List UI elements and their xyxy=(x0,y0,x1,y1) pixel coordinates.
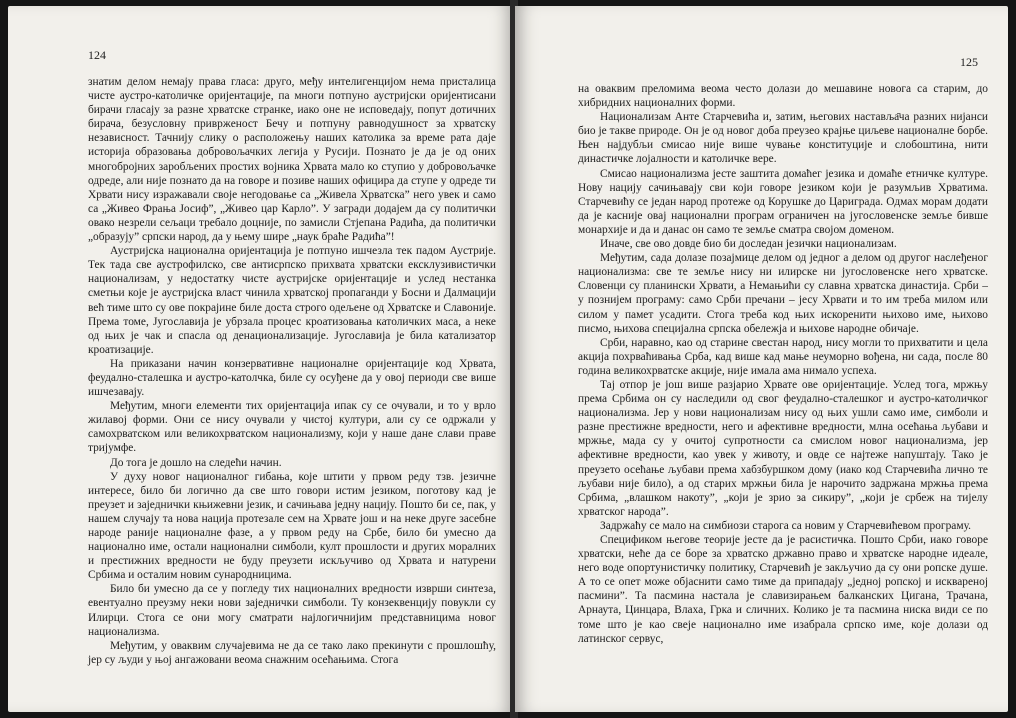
paragraph: Међутим, сада долазе позајмице делом од једног а делом од другог наслеђеног национализма: све те земље нису ни илирске ни југословенске него хрватске. Словенци су планински Хрвати, а Немањићи су славна хрватска династија. Срби – у познијем програму: само Срби пречани – јесу Хрвати и то им треба милом или силом у памет усадити. Стога треба код њих искоренити њихово име, њихово писмо, њихова специјална српска обележја и њихове народне обичаје. xyxy=(578,252,988,335)
paragraph: До тога је дошло на следећи начин. xyxy=(110,456,282,469)
paragraph: Задржаћу се мало на симбиози старога са новим у Старчевићевом програму. xyxy=(600,519,971,532)
paragraph: Међутим, у оваквим случајевима не да се тако лако прекинути с прошлошћу, јер су људи у њој ангажовани веома снажним осећањима. Стога xyxy=(88,639,496,666)
paragraph: на оваквим преломима веома често долази до мешавине новога са старим, до хибридних националних форми. xyxy=(578,83,988,110)
page-number: 125 xyxy=(960,55,978,69)
right-page xyxy=(515,6,1008,712)
paragraph: знатим делом немају права гласа: друго, међу интелигенцијом нема присталица чисте аустро-католичке оријентације, па многи потпуно аустријски оријентисани бирачи гласају за разне хрватске странке, иако оне не исповедају, попут дотичних бирача, безусловну привржeност Бечу и потпуну равнодушност за хрватску независност. Тачнију слику о расположењу наших католика за време рата даје историја образовања добровољачких легија у Русији. Познато је да је од оних многобројних заробљених простих војника Хрвата мало ко ступио у добровољачке одреде, али није познато да на говоре и позиве наших официра да ступе у одреде ти Хрвати нису изражавали своје негодовање са „Живела Хрватска” него увек и само са „Живео Фрања Јосиф”, „Живео цар Карло”. У загради додајем да су политички овако незрели сељаци требало доцније, по замисли Стјепана Радића, да политички „образују” српски народ, да у њему шире „наук браће Радића”! xyxy=(88,76,496,244)
page-number: 124 xyxy=(88,48,106,62)
paragraph: Тај отпор је још више разјарио Хрвате ове оријентације. Услед тога, мржњу према Србима он су наследили од свог феудално-сталешког и аустро-католичког национализма. Јер у нови национализам нису од њих ушли само име, симболи и разне престижне вредности, него и афективне вредности, млна осећања љубави и мржње, мада су у очитој супротности са смислом новог национализма, јер афективне вредности, као увек у животу, и овде се најтеже напуштају. Тако је преузето осећање љубави према хабзбуршком дому (иако код Старчевића лично те љубави није било), а од старих мржњи била је нарочито задржана мржња према Србима, „влашком накоту”, „који је зрио за сикиру”, „који је србеж на тијелу хрватског народа”. xyxy=(578,378,988,518)
paragraph: Срби, наравно, као од старине свестан народ, нису могли то прихватити и цела акција похрваћивања Срба, кад више кад мање неуморно вођена, ни сада, после 80 година великохрватске акције, није имала ама нимало успеха. xyxy=(578,336,988,377)
paragraph: У духу новог националног гибања, које штити у првом реду тзв. језичне интересе, било би логично да све што говори истим језиком, поготову кад је преузет и заједнички књижевни језик, и сачињава једну нацију. Пошто би се, пак, у нашем случају та нова нација протезале сем на Хрвате још и на неке друге засебне народе раније националне фазе, а у првом реду на Србе, било би умесно да национално име, остали национални симболи, култ прошлости и других моралних и престижних вредности не буду преузети искључиво од Хрвата и натурени Србима и осталим новим сународницима. xyxy=(88,470,496,582)
paragraph: Иначе, све ово довде био би доследан језички национализам. xyxy=(600,238,897,251)
paragraph: Било би умесно да се у погледу тих националних вредности изврши синтеза, евентуално преузму неки нови заједнички симболи. Ту конзеквенцију повукли су Илирци. Стога се они могу сматрати најлогичнијим представницима новог национализма. xyxy=(88,583,496,638)
paragraph: На приказани начин конзервативне националне оријентације код Хрвата, феудално-сталешка и аустро-католчка, биле су осуђене да у овој периоди све више ишчезавају. xyxy=(88,357,496,399)
paragraph: Национализам Анте Старчевића и, затим, његових наставља̄ча разних нијанси био је такве природе. Он је од новог доба преузео крајње циљеве националне борбе. Њен најдубљи смисао није више чување конституције и слобоштина, нити династичке лојалности и католичке вере. xyxy=(578,111,988,166)
paragraph: Спецификом његове теорије јесте да је расистичка. Пошто Срби, иако говоре хрватски, неће да се боре за хрватско државно право и хрватске народне идеале, него воде опортунистичку политику, Старчевић је закључио да су они ропске душе. А то се опет може објаснити само тиме да припадају „једној ропској и искваренoј пасмини”. Та пасмина настала је славизирањем балканских Цигана, Трачана, Арнаута, Цинцара, Влаха, Грка и сличних. Колико је та пасмина ниска види се по томе што је као свеје национално име изабрала српско име, које долази од латинског сервус, xyxy=(578,534,988,645)
paragraph: Смисао национализма јесте заштита домаћег језика и домаће етничке културе. Нову нацију сачињавају сви који говоре језиком који је разумљив Хрватима. Старчевићу се један народ протеже од Корушке до Цариграда. Одмах морам додати да је касније овај национални програм ограничен на југословенске земље бивше монархије и да и данас он само те земље сматра својом доменом. xyxy=(578,167,988,236)
paragraph: Аустријска национална оријентација је потпуно ишчезла тек падом Аустрије. Тек тада све аустрофилско, све антисрпско прихвата хрватски ексклузивистички национализам, у недостатку чисте аустријске оријентације и услед нестанка сметњи које је аустријска власт чинила хрватској пропаганди у Босни и Далмацији већ тиме што су ове покрајине биле доста строго одељене од Хрватске и Славоније. Према томе, Југославија је убрзала процес кроатизовања католичких маса, а неке од њих је чак и спасла од денационализације. Југославија је била катализатор кроатизације. xyxy=(88,245,496,356)
paragraph: Међутим, многи елементи тих оријентација ипак су се очували, и то у врло жилавој форми. Они се нису очували у чистој култури, али су се одржали у самохрватском или великохрватском национализму, који у наше дане слави праве тријумфе. xyxy=(88,400,496,455)
left-page xyxy=(8,6,513,712)
page-body xyxy=(88,75,496,667)
page-body xyxy=(578,82,988,646)
